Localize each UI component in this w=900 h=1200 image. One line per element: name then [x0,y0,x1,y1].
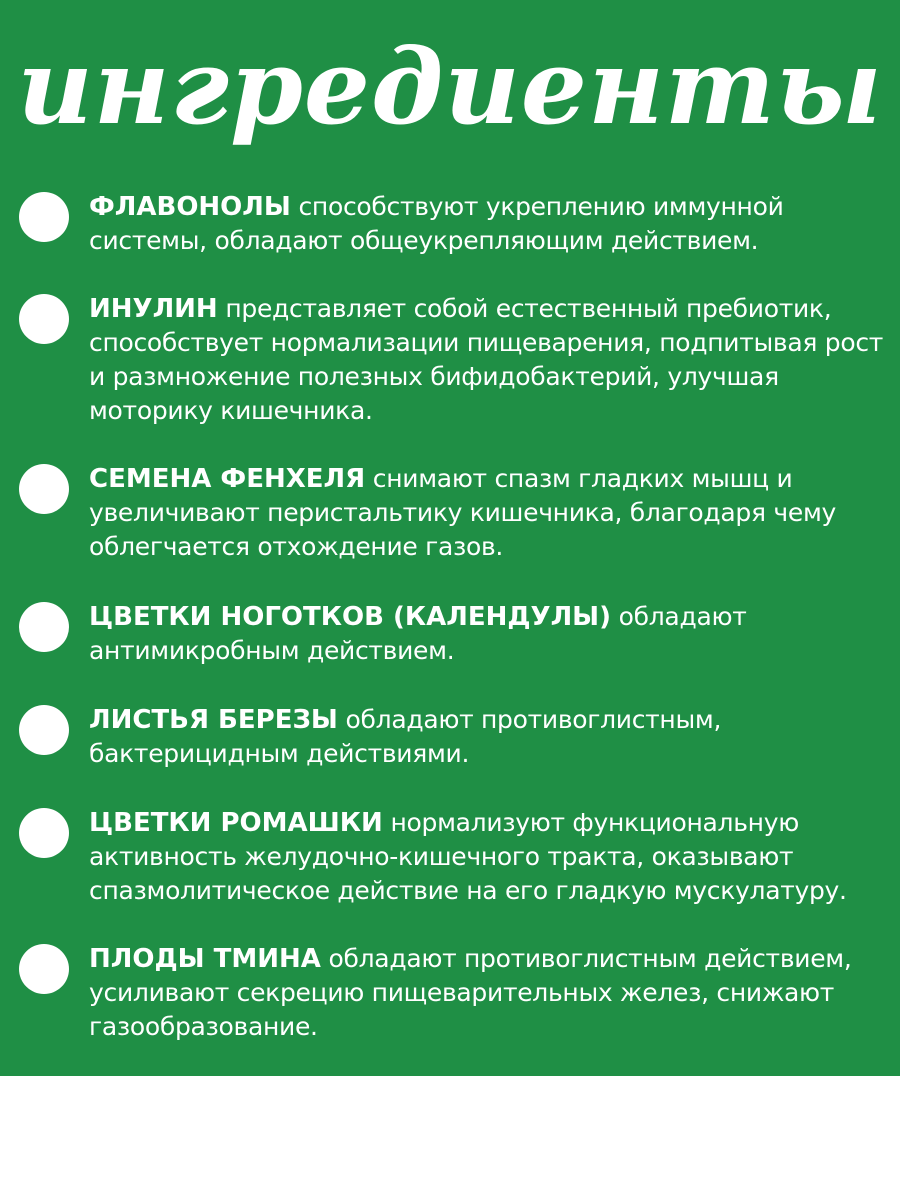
bullet-circle-icon [19,602,69,652]
item-description [89,600,889,668]
item-body: обладают антимикробным действием. [89,602,747,665]
bullet-circle-icon [19,294,69,344]
item-body: обладают противоглистным действием, усиливают секрецию пищеварительных желез, снижают газообразование. [89,944,852,1041]
bullet-circle-icon [19,705,69,755]
item-description [89,806,889,908]
item-description [89,462,889,564]
bullet-circle-icon [19,464,69,514]
item-name: ЦВЕТКИ НОГОТКОВ (КАЛЕНДУЛЫ) [89,602,611,632]
item-body: способствуют укреплению иммунной системы, обладают общеукрепляющим действием. [89,192,784,255]
page-title: ингредиенты [17,25,883,148]
bullet-circle-icon [19,192,69,242]
item-body: нормализуют функциональную активность желудочно-кишечного тракта, оказывают спазмолитическое действие на его гладкую мускулатуру. [89,808,847,905]
item-name: ЛИСТЬЯ БЕРЕЗЫ [89,705,338,735]
item-name: ИНУЛИН [89,294,218,324]
item-body: снимают спазм гладких мышц и увеличивают перистальтику кишечника, благодаря чему облегчается отхождение газов. [89,464,836,561]
item-name: ЦВЕТКИ РОМАШКИ [89,808,383,838]
item-name: ФЛАВОНОЛЫ [89,192,291,222]
bullet-circle-icon [19,944,69,994]
item-description [89,190,889,258]
bullet-circle-icon [19,808,69,858]
item-description [89,292,889,428]
item-description [89,942,889,1044]
item-description [89,703,889,771]
item-body: обладают противоглистным, бактерицидным действиями. [89,705,722,768]
item-name: СЕМЕНА ФЕНХЕЛЯ [89,464,366,494]
item-name: ПЛОДЫ ТМИНА [89,944,321,974]
item-body: представляет собой естественный пребиотик, способствует нормализации пищеварения, подпитывая рост и размножение полезных бифидобактерий, улучшая моторику кишечника. [89,294,884,425]
